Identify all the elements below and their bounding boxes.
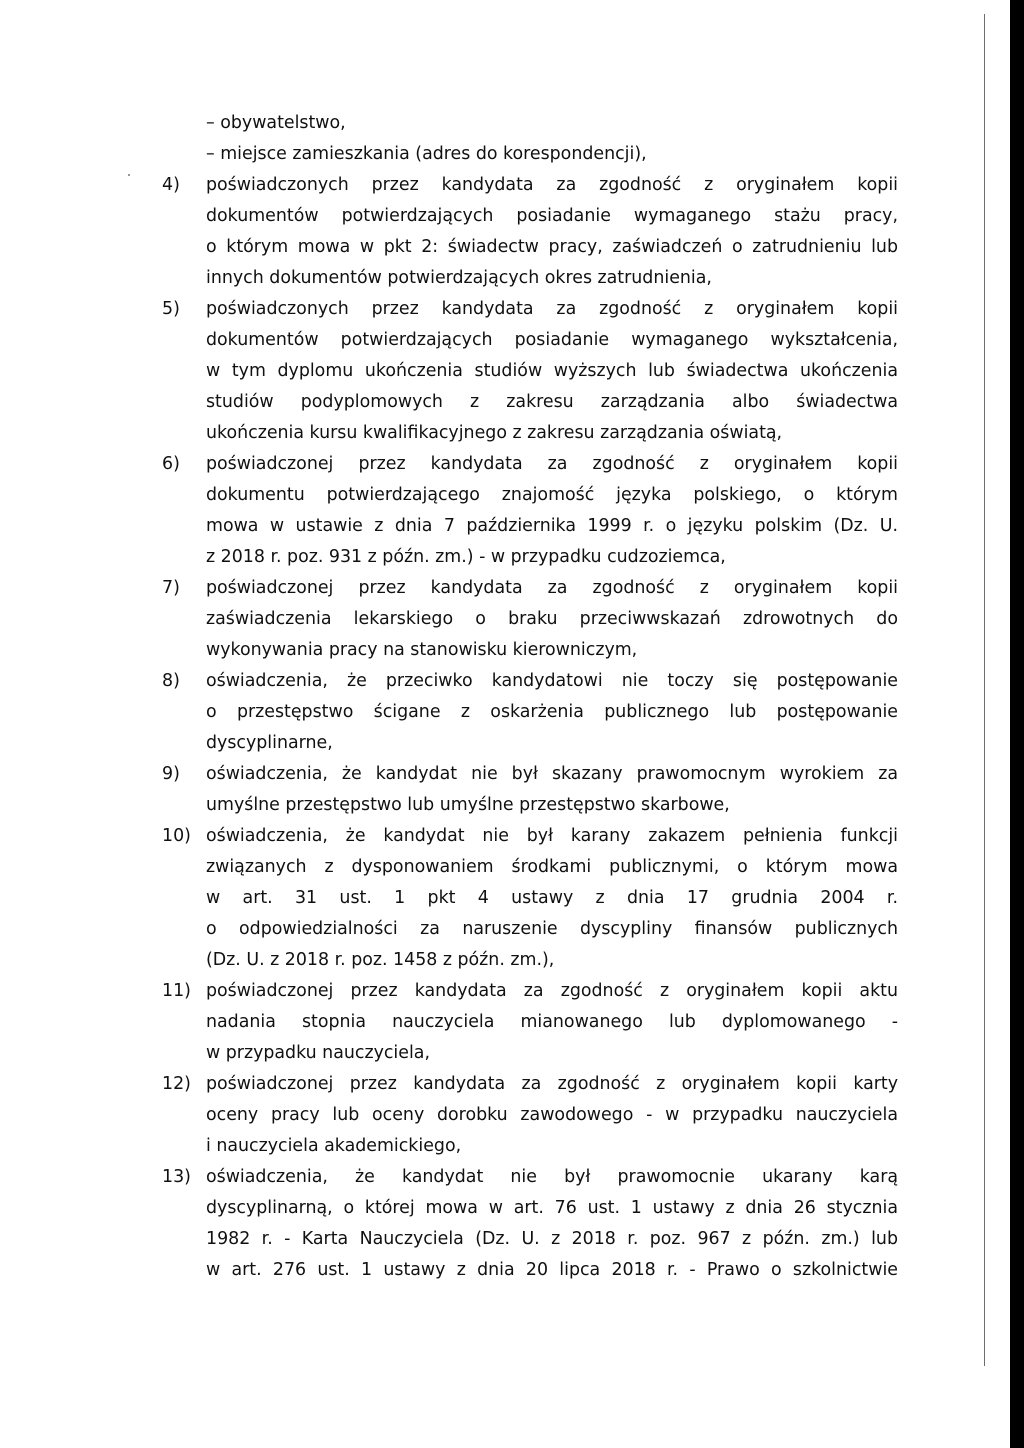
list-item-text	[206, 976, 898, 1069]
text-line: umyślne przestępstwo lub umyślne przestępstwo skarbowe,	[206, 795, 730, 815]
list-item	[162, 449, 898, 573]
list-item-number: 12)	[162, 1074, 191, 1094]
text-line: poświadczonych przez kandydata za zgodność z oryginałem kopii	[206, 299, 898, 319]
list-item-text	[206, 1162, 898, 1286]
list-item	[162, 1069, 898, 1162]
text-line: z 2018 r. poz. 931 z późn. zm.) - w przypadku cudzoziemca,	[206, 547, 726, 567]
text-line: nadania stopnia nauczyciela mianowanego lub dyplomowanego -	[206, 1012, 898, 1032]
list-item-text	[206, 449, 898, 573]
text-line: w art. 31 ust. 1 pkt 4 ustawy z dnia 17 grudnia 2004 r.	[206, 888, 898, 908]
text-line: o przestępstwo ścigane z oskarżenia publicznego lub postępowanie	[206, 702, 898, 722]
text-line: w tym dyplomu ukończenia studiów wyższych lub świadectwa ukończenia	[206, 361, 898, 381]
list-item	[162, 821, 898, 976]
text-line: oceny pracy lub oceny dorobku zawodowego - w przypadku nauczyciela	[206, 1105, 898, 1125]
text-line: oświadczenia, że kandydat nie był skazany prawomocnym wyrokiem za	[206, 764, 898, 784]
document-body	[162, 108, 898, 1286]
list-item-number: 10)	[162, 826, 191, 846]
text-line: dokumentów potwierdzających posiadanie wymaganego stażu pracy,	[206, 206, 898, 226]
text-line: ukończenia kursu kwalifikacyjnego z zakresu zarządzania oświatą,	[206, 423, 783, 443]
list-item-text	[206, 666, 898, 759]
text-line: poświadczonej przez kandydata za zgodność z oryginałem kopii	[206, 454, 898, 474]
text-line: poświadczonej przez kandydata za zgodność z oryginałem kopii karty	[206, 1074, 898, 1094]
list-item-text	[206, 759, 898, 821]
text-line: wykonywania pracy na stanowisku kierowniczym,	[206, 640, 638, 660]
text-line: w art. 276 ust. 1 ustawy z dnia 20 lipca 2018 r. - Prawo o szkolnictwie	[206, 1260, 898, 1280]
text-line: oświadczenia, że przeciwko kandydatowi nie toczy się postępowanie	[206, 671, 898, 691]
text-line: i nauczyciela akademickiego,	[206, 1136, 462, 1156]
list-item-number: 13)	[162, 1167, 191, 1187]
list-item	[162, 573, 898, 666]
list-item-text	[206, 170, 898, 294]
text-line: dyscyplinarną, o której mowa w art. 76 ust. 1 ustawy z dnia 26 stycznia	[206, 1198, 898, 1218]
text-line: zaświadczenia lekarskiego o braku przeciwwskazań zdrowotnych do	[206, 609, 898, 629]
text-line: o odpowiedzialności za naruszenie dyscypliny finansów publicznych	[206, 919, 898, 939]
list-item-text	[206, 573, 898, 666]
text-line: mowa w ustawie z dnia 7 października 1999 r. o języku polskim (Dz. U.	[206, 516, 898, 536]
list-item	[162, 170, 898, 294]
list-item	[162, 294, 898, 449]
list-item-number: 9)	[162, 764, 180, 784]
list-item	[162, 976, 898, 1069]
text-line: 1982 r. - Karta Nauczyciela (Dz. U. z 2018 r. poz. 967 z późn. zm.) lub	[206, 1229, 898, 1249]
list-item-number: 11)	[162, 981, 191, 1001]
list-item-number: 8)	[162, 671, 180, 691]
text-line: związanych z dysponowaniem środkami publicznymi, o którym mowa	[206, 857, 898, 877]
text-line: o którym mowa w pkt 2: świadectw pracy, zaświadczeń o zatrudnieniu lub	[206, 237, 898, 257]
list-item-number: 4)	[162, 175, 180, 195]
text-line: studiów podyplomowych z zakresu zarządzania albo świadectwa	[206, 392, 898, 412]
list-item-text	[206, 821, 898, 976]
text-line: poświadczonych przez kandydata za zgodność z oryginałem kopii	[206, 175, 898, 195]
text-line: poświadczonej przez kandydata za zgodność z oryginałem kopii	[206, 578, 898, 598]
dash-list-item: – miejsce zamieszkania (adres do korespondencji),	[206, 144, 647, 164]
text-line: (Dz. U. z 2018 r. poz. 1458 z późn. zm.),	[206, 950, 555, 970]
numbered-list	[162, 170, 898, 1286]
text-line: innych dokumentów potwierdzających okres zatrudnienia,	[206, 268, 712, 288]
text-line: oświadczenia, że kandydat nie był prawomocnie ukarany karą	[206, 1167, 898, 1187]
list-item	[162, 759, 898, 821]
dash-list-item: – obywatelstwo,	[206, 113, 346, 133]
list-item-number: 7)	[162, 578, 180, 598]
text-line: dyscyplinarne,	[206, 733, 333, 753]
list-item-text	[206, 294, 898, 449]
text-line: dokumentów potwierdzających posiadanie wymaganego wykształcenia,	[206, 330, 898, 350]
text-line: oświadczenia, że kandydat nie był karany zakazem pełnienia funkcji	[206, 826, 898, 846]
list-item-text	[206, 1069, 898, 1162]
page-edge-line	[984, 14, 985, 1366]
list-item	[162, 666, 898, 759]
scan-speck	[128, 174, 130, 176]
list-item	[162, 1162, 898, 1286]
list-item-number: 5)	[162, 299, 180, 319]
list-item-number: 6)	[162, 454, 180, 474]
text-line: dokumentu potwierdzającego znajomość języka polskiego, o którym	[206, 485, 898, 505]
text-line: w przypadku nauczyciela,	[206, 1043, 430, 1063]
text-line: poświadczonej przez kandydata za zgodność z oryginałem kopii aktu	[206, 981, 898, 1001]
